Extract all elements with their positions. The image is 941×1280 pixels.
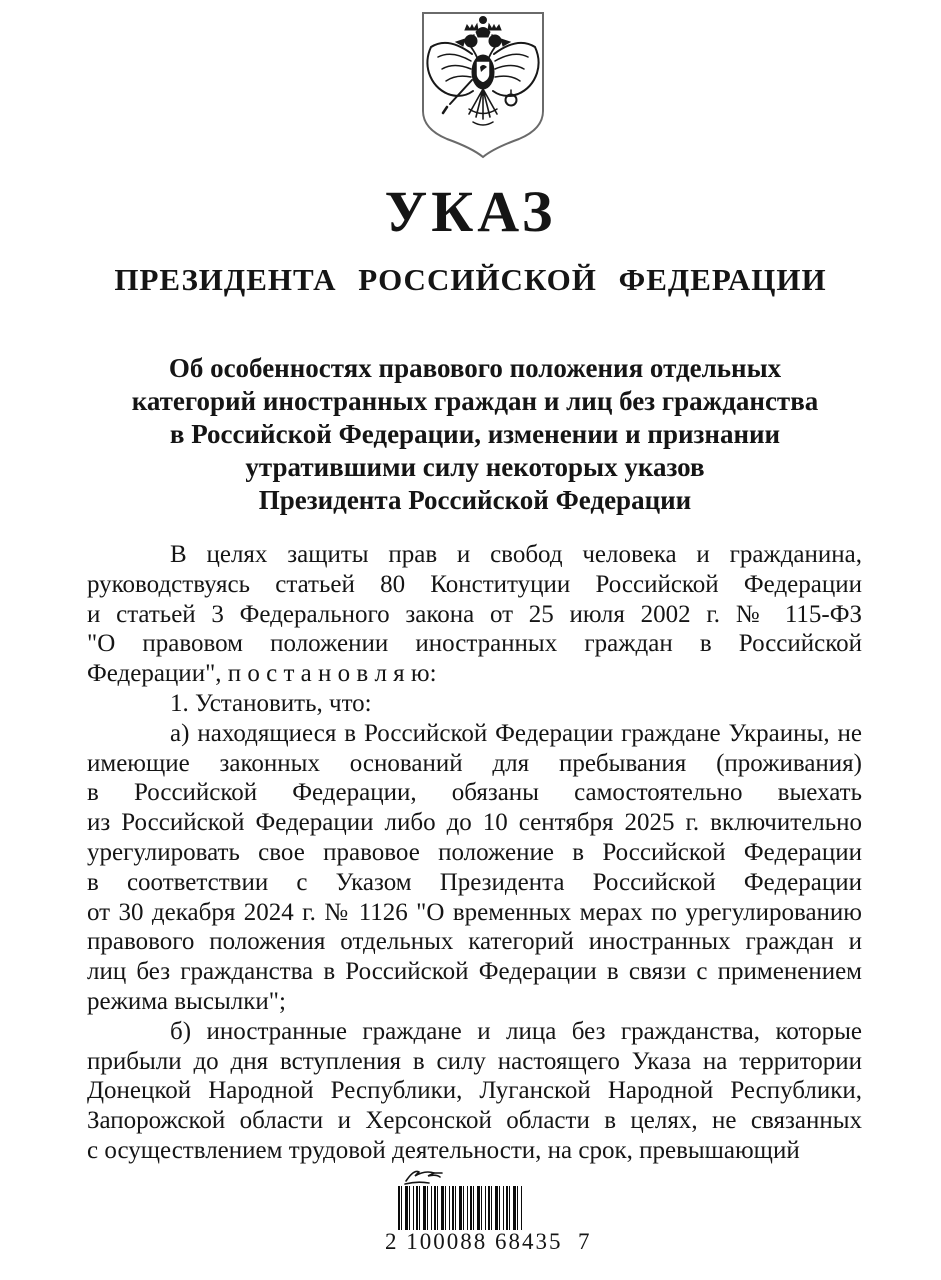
paragraph-preamble [87,540,862,689]
text-line: категорий иностранных граждан и лиц без гражданства [131,386,819,416]
text-line: в Российской Федерации, обязаны самостоятельно выехать [87,779,862,807]
text-line: урегулировать свое правовое положение в Российской Федерации [87,838,862,866]
text-line: имеющие законных оснований для пребывания (проживания) [87,749,862,777]
text-line: правового положения отдельных категорий иностранных граждан и [87,928,862,956]
text-line: режима высылки"; [87,987,286,1015]
text-line: прибыли до дня вступления в силу настоящего Указа на территории [87,1047,862,1075]
text-line: В целях защиты прав и свобод человека и гражданина, [170,541,862,568]
text-line: из Российской Федерации либо до 10 сентября 2025 г. включительно [87,809,862,837]
paragraph-item-1 [87,689,862,719]
document-title: УКАЗ [384,179,557,244]
paragraph-item-1b [87,1017,862,1166]
barcode-digits: 2 100088 68435 7 [385,1229,592,1254]
text-line: с осуществлением трудовой деятельности, на срок, превышающий [87,1136,800,1164]
text-line: Президента Российской Федерации [258,485,692,515]
text-line: а) находящиеся в Российской Федерации граждане Украины, не [170,719,862,747]
text-line: от 30 декабря 2024 г. № 1126 "О временных мерах по урегулированию [87,898,862,926]
text-line: лиц без гражданства в Российской Федерации в связи с применением [87,958,862,986]
paragraph-item-1a [87,719,862,1017]
document-issuer: ПРЕЗИДЕНТА РОССИЙСКОЙ ФЕДЕРАЦИИ [114,262,827,297]
text-line: б) иностранные граждане и лица без гражданства, которые [170,1017,862,1045]
text-line: Об особенностях правового положения отдельных [168,353,782,383]
text-line: в Российской Федерации, изменении и признании [169,419,781,449]
text-line: Донецкой Народной Республики, Луганской Народной Республики, [87,1077,862,1105]
decree-body-text [87,540,862,1166]
registration-barcode-block [385,1163,592,1258]
text-line: 1. Установить, что: [170,689,372,717]
double-headed-eagle-icon [414,8,552,162]
text-line: руководствуясь статьей 80 Конституции Российской Федерации [87,570,862,598]
text-line: в соответствии с Указом Президента Российской Федерации [87,868,862,896]
decree-subject-heading [110,352,840,517]
text-line: Запорожской области и Херсонской области в целях, не связанных [87,1107,862,1135]
text-line: Федерации", п о с т а н о в л я ю: [87,660,437,688]
text-line: и статьей 3 Федерального закона от 25 июля 2002 г. № 115-ФЗ [87,600,862,628]
text-line: "О правовом положении иностранных граждан в Российской [87,630,862,658]
text-line: утратившими силу некоторых указов [245,452,705,482]
barcode-bars [398,1186,522,1230]
handwritten-mark-icon [403,1165,447,1187]
russia-coat-of-arms-emblem [414,8,552,162]
